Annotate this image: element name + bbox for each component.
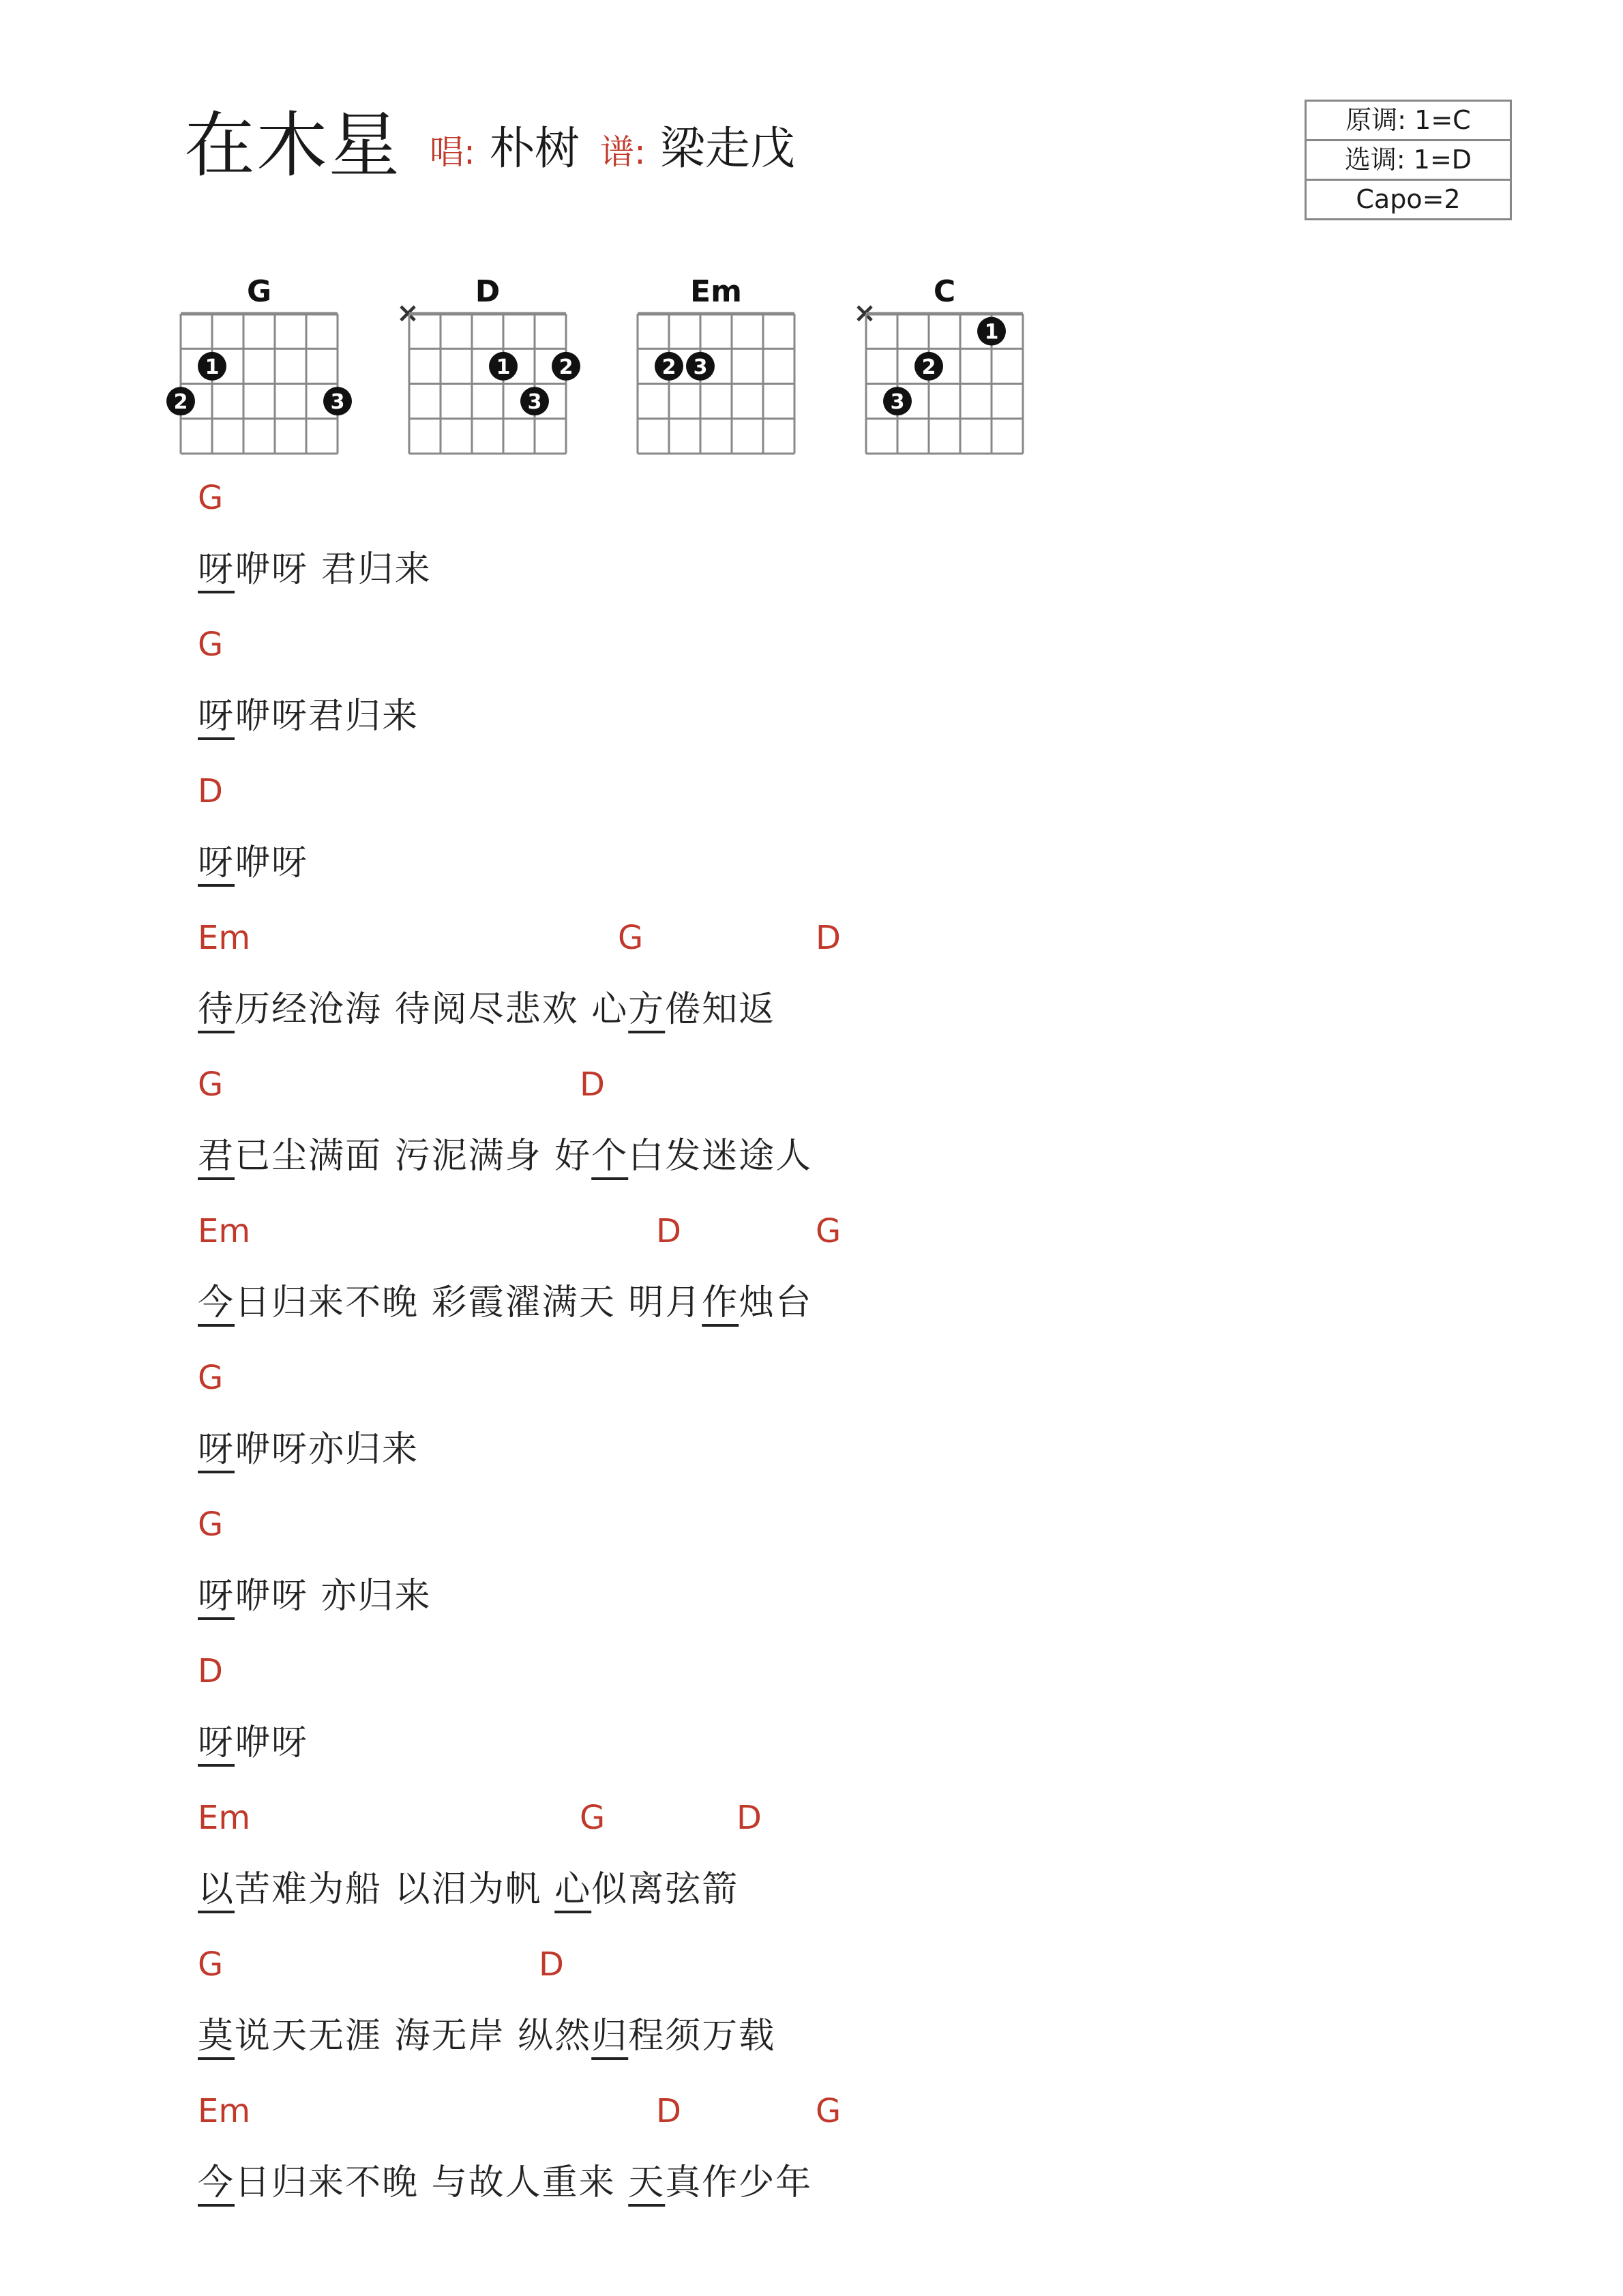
chord-line	[198, 1791, 1221, 1845]
finger-number: 3	[890, 390, 905, 415]
chord-symbol: Em	[198, 1212, 251, 1250]
lyric-line: 莫说天无涯 海无岸 纵然归程须万载	[198, 2016, 776, 2057]
lyric-line: 呀咿呀君归来	[198, 696, 419, 737]
finger-number: 1	[205, 355, 220, 379]
original-key: 原调: 1=C	[1307, 102, 1510, 141]
lyric-line: 待历经沧海 待阅尽悲欢 心方倦知返	[198, 989, 776, 1030]
chord-symbol: G	[198, 1505, 224, 1544]
chord-line	[198, 1497, 1221, 1552]
chord-symbol: G	[198, 1359, 224, 1397]
lyric-line: 今日归来不晚 与故人重来 天真作少年	[198, 2162, 813, 2203]
chord-symbol: D	[656, 1212, 681, 1250]
chord-name: G	[246, 274, 272, 309]
chord-symbol: G	[816, 2092, 842, 2130]
finger-number: 3	[527, 390, 542, 415]
chord-line	[198, 1644, 1221, 1698]
chord-symbol: G	[198, 625, 224, 664]
finger-number: 2	[559, 355, 574, 379]
capo-position: Capo=2	[1356, 184, 1461, 214]
lyric-line: 呀咿呀亦归来	[198, 1429, 419, 1470]
chord-diagram-g	[150, 266, 355, 471]
finger-number: 1	[496, 355, 511, 379]
singer-name: 朴树	[489, 122, 580, 175]
chord-symbol: G	[580, 1799, 606, 1837]
chosen-key: 选调: 1=D	[1307, 141, 1510, 181]
lyric-line: 呀咿呀 亦归来	[198, 1576, 432, 1617]
chord-line	[198, 471, 1221, 525]
chord-diagram-em	[607, 266, 812, 471]
singer-label: 唱:	[430, 132, 475, 172]
chord-symbol: D	[198, 1652, 223, 1690]
chord-line	[198, 2084, 1221, 2138]
lyric-line: 呀咿呀	[198, 1722, 309, 1763]
chord-symbol: G	[198, 1065, 224, 1104]
chord-symbol: D	[539, 1945, 564, 1984]
chord-name: C	[933, 274, 956, 309]
finger-number: 3	[330, 390, 345, 415]
chord-symbol: D	[198, 772, 223, 810]
muted-string-mark: ×	[396, 297, 419, 329]
chord-diagrams	[0, 0, 1623, 477]
lyric-line: 君已尘满面 污泥满身 好个白发迷途人	[198, 1136, 813, 1177]
finger-number: 3	[693, 355, 708, 379]
lyric-line: 呀咿呀	[198, 842, 309, 883]
finger-number: 1	[984, 320, 999, 344]
chord-name: D	[475, 274, 501, 309]
chord-symbol: D	[580, 1065, 605, 1104]
chord-symbol: D	[816, 919, 841, 957]
finger-number: 2	[661, 355, 676, 379]
chord-symbol: G	[198, 1945, 224, 1984]
tab-author: 梁走戊	[659, 122, 795, 175]
chord-line	[198, 1351, 1221, 1405]
chord-diagram-c	[835, 266, 1040, 471]
chord-diagram-d	[378, 266, 583, 471]
muted-string-mark: ×	[853, 297, 876, 329]
chord-symbol: D	[656, 2092, 681, 2130]
chord-line	[198, 1937, 1221, 1992]
chord-line	[198, 617, 1221, 672]
finger-number: 2	[173, 390, 188, 415]
chord-name: Em	[690, 274, 742, 309]
chord-symbol: Em	[198, 1799, 251, 1837]
lyric-line: 今日归来不晚 彩霞濯满天 明月作烛台	[198, 1282, 813, 1323]
chord-symbol: G	[816, 1212, 842, 1250]
chord-line	[198, 1204, 1221, 1259]
chord-symbol: G	[198, 479, 224, 517]
song-title: 在木星	[184, 104, 402, 187]
chord-line	[198, 1057, 1221, 1112]
lyric-line: 以苦难为船 以泪为帆 心似离弦箭	[198, 1869, 739, 1910]
lyric-line: 呀咿呀 君归来	[198, 549, 432, 590]
tab-label: 谱:	[600, 132, 646, 172]
chord-line	[198, 764, 1221, 819]
chord-symbol: Em	[198, 2092, 251, 2130]
chord-line	[198, 911, 1221, 965]
chord-symbol: D	[736, 1799, 762, 1837]
chord-symbol: Em	[198, 919, 251, 957]
finger-number: 2	[921, 355, 936, 379]
chord-symbol: G	[618, 919, 644, 957]
